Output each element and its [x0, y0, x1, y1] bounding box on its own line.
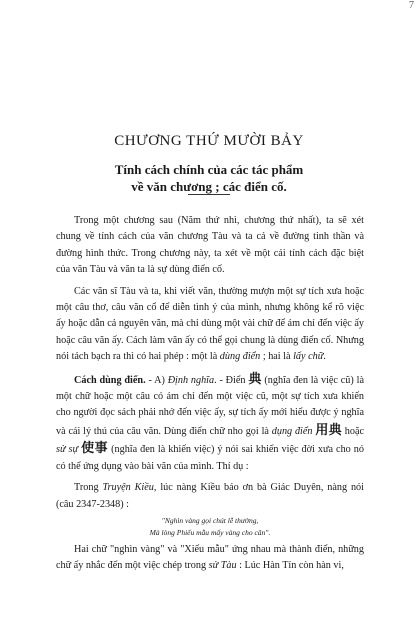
paragraph-text: Các văn sĩ Tàu và ta, khi viết văn, thường mượn một sự tích xưa hoặc một câu thơ, câu văn cổ để diễn tình ý của mình, nhưng không kể rõ việc ấy hoặc dẫn cả nguyên văn, mà chỉ dùng một vài chữ để ám chỉ đến việc ấy hoặc câu văn ấy. Cách làm văn ấy có thể gọi chung là dùng điển cố. Nhưng nói tách bạch ra thì có hai phép : một là [56, 285, 364, 363]
verse-emphasis: Phiếu mẫu [176, 527, 210, 537]
paragraph-text: (nghĩa đen là việc cũ) là một chữ hoặc một câu có ám chỉ đến một việc cũ, một sự tích xưa khiến cho người đọc sách phải nhớ đến việc ấy, sự tích ấy mới hiểu được ý nghĩa và cái lý thú của câu văn. Dùng điển chữ nho gọi là [56, 374, 364, 437]
chapter-subtitle-line1: Tính cách chính của các tác phẩm [114, 162, 304, 177]
verse-text: mấy vàng cho cân". [209, 527, 271, 537]
term-dung-dien: dụng điển [271, 425, 313, 437]
paragraph-example-intro [56, 480, 364, 513]
chapter-subtitle-line2: về văn chương ; các điển cố. [131, 179, 287, 194]
paragraph-definition-overview [56, 284, 364, 366]
work-title: Truyện Kiều [102, 482, 154, 494]
paragraph-text: . - Điển [214, 374, 249, 386]
paragraph-text: - A) [145, 374, 168, 386]
han-characters-dung-dien: 用典 [315, 421, 342, 437]
body-text [56, 213, 364, 575]
paragraph-text: (nghĩa đen là khiến việc) ý nói sai khiến việc đời xưa cho nó có thể ứng dụng vào bài văn của mình. Thí dụ : [56, 444, 364, 472]
paragraph-text: hoặc [341, 425, 364, 437]
term-su-su: sử sự [56, 444, 79, 456]
paragraph-text: , lúc nàng Kiều báo ơn bà Giác Duyên, nàng nói (câu 2347-2348) : [56, 482, 364, 510]
paragraph-text: Trong [74, 482, 103, 494]
verse-text: Mà lòng [149, 527, 177, 537]
chapter-title: CHƯƠNG THỨ MƯỜI BẢY [114, 133, 304, 149]
paragraph-text: Hai chữ "nghìn vàng" và "Xiếu mẫu" ứng nhau mà thành điển, những chữ ấy nhắc đến một việc chép trong [56, 543, 364, 572]
paragraph-text: . [323, 351, 326, 363]
paragraph-section-dung-dien [56, 371, 364, 475]
verse-line-1: "Nghìn vàng gọi chút lễ thường, [161, 515, 259, 525]
paragraph-text: ; hai là [260, 351, 294, 363]
han-characters-su-su: 使事 [81, 440, 109, 456]
title-divider [188, 194, 230, 195]
verse-quote [56, 515, 364, 539]
verse-line-2 [56, 527, 364, 539]
paragraph-text: : Lúc Hàn Tín còn hàn vi, [236, 560, 344, 572]
paragraph-intro: Trong một chương sau (Năm thứ nhì, chương thứ nhất), ta sẽ xét chung về tính cách của văn chương Tàu và ta cả về đường tinh thần và đường hình thức. Trong chương này, ta xét về một cái tính cách đặc biệt của văn Tàu và văn ta là sự dùng điển cố. [56, 215, 364, 276]
page-corner-mark: 7 [409, 0, 414, 11]
definition-label: Định nghĩa [167, 374, 215, 386]
paragraph-explanation [56, 542, 364, 575]
term-dung-dien: dùng điển [219, 351, 261, 363]
term-lay-chu: lấy chữ [293, 351, 324, 363]
han-character-dien: 典 [248, 370, 262, 386]
source-reference: sử Tàu [208, 560, 237, 572]
section-heading: Cách dùng điển. [74, 374, 146, 386]
